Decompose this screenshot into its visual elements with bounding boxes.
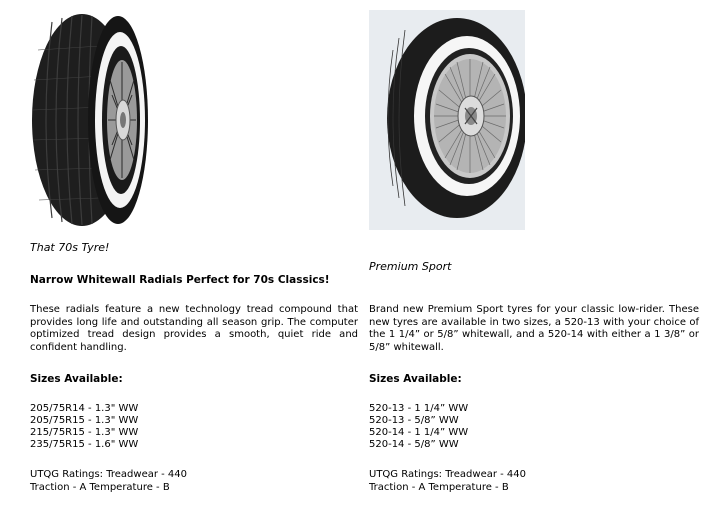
size-item: 520-13 - 5/8” WW: [369, 415, 459, 426]
utqg-treadwear: UTQG Ratings: Treadwear - 440: [369, 469, 527, 480]
size-item: 205/75R14 - 1.3" WW: [30, 403, 139, 414]
utqg-traction: Traction - A Temperature - B: [30, 482, 170, 493]
utqg-ratings: [30, 468, 187, 494]
utqg-traction: Traction - A Temperature - B: [369, 482, 509, 493]
product-title: That 70s Tyre!: [30, 241, 110, 254]
size-item: 205/75R15 - 1.3" WW: [30, 415, 139, 426]
product-description: These radials feature a new technology tread compound that provides long life and outstanding all season grip. The computer optimized tread design provides a smooth, quiet ride and confident handling.: [30, 304, 358, 353]
premium-sport-tyre-image: [369, 10, 525, 230]
utqg-ratings: [369, 468, 526, 494]
product-description: Brand new Premium Sport tyres for your classic low-rider. These new tyres are available in two sizes, a 520-13 with your choice of the 1 1/4” or 5/8” whitewall, and a 520-14 with either a 1 3/8” or 5/8” whitewall.: [369, 304, 699, 353]
utqg-treadwear: UTQG Ratings: Treadwear - 440: [30, 469, 188, 480]
product-title: Premium Sport: [369, 260, 452, 273]
size-item: 520-13 - 1 1/4” WW: [369, 403, 469, 414]
size-list: [30, 403, 138, 451]
size-item: 235/75R15 - 1.6" WW: [30, 439, 139, 450]
product-headline: Narrow Whitewall Radials Perfect for 70s Classics!: [30, 274, 330, 286]
sizes-heading: Sizes Available:: [30, 373, 123, 385]
sizes-heading: Sizes Available:: [369, 373, 462, 385]
size-item: 520-14 - 1 1/4” WW: [369, 427, 469, 438]
size-item: 520-14 - 5/8” WW: [369, 439, 459, 450]
size-item: 215/75R15 - 1.3" WW: [30, 427, 139, 438]
radial-whitewall-tyre-image: [30, 10, 150, 230]
size-list: [369, 403, 468, 451]
